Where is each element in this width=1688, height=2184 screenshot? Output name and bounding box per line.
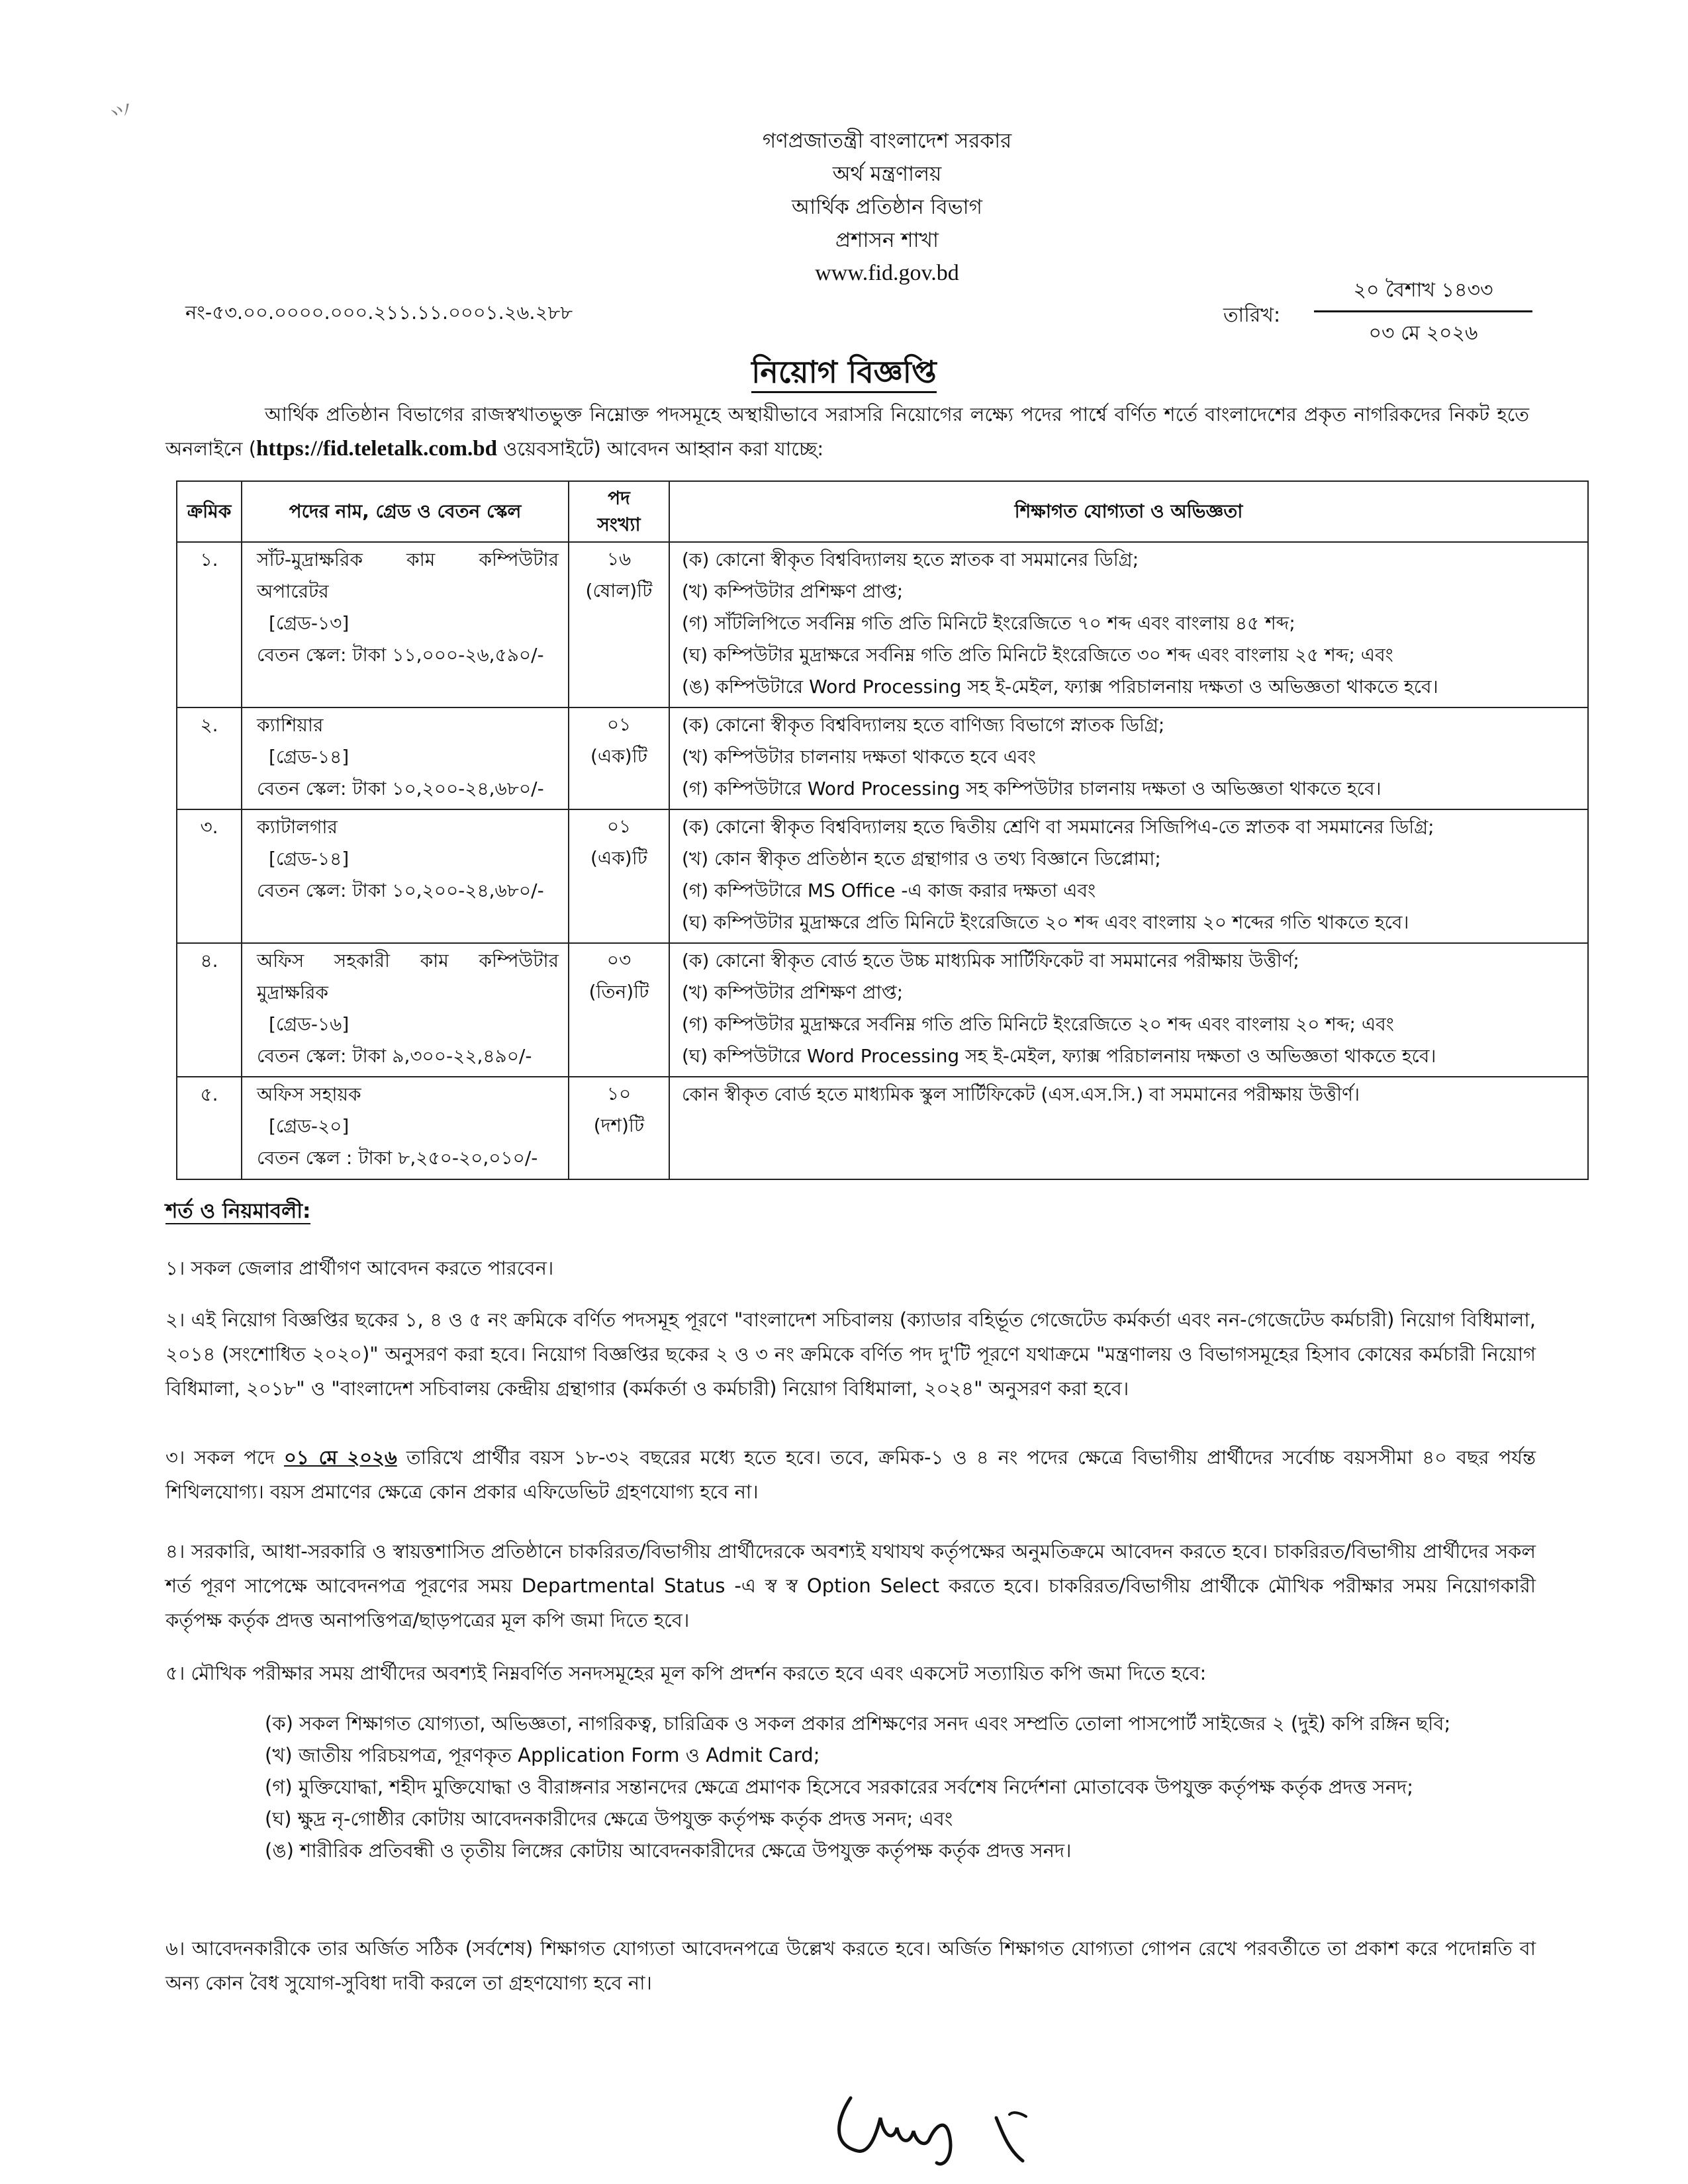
count-words: (এক)টি bbox=[590, 745, 647, 767]
row-serial: ৩. bbox=[177, 809, 242, 943]
post-scale: বেতন স্কেল: টাকা ১১,০০০-২৬,৫৯০/- bbox=[257, 644, 544, 666]
scan-artifact: ⺍ bbox=[108, 100, 139, 133]
intro-text-before: আর্থিক প্রতিষ্ঠান বিভাগের রাজস্বখাতভুক্ত নিম্নোক্ত পদসমূহে অস্থায়ীভাবে সরাসরি নিয়োগের লক্ষ্যে পদের পার্শ্বে বর্ণিত শর্তে বাংলাদেশের প্রকৃত নাগরিকদের নিকট হতে অনলাইনে ( bbox=[165, 403, 1529, 460]
division-name: আর্থিক প্রতিষ্ঠান বিভাগ bbox=[792, 195, 982, 219]
count-words: (দশ)টি bbox=[593, 1115, 645, 1136]
requirement-item: (খ) কোন স্বীকৃত প্রতিষ্ঠান হতে গ্রন্থাগার ও তথ্য বিজ্ঞানে ডিপ্লোমা; bbox=[682, 848, 1161, 870]
rule-3 bbox=[165, 1440, 1536, 1509]
row-post bbox=[242, 943, 569, 1077]
table-row bbox=[177, 1077, 1588, 1179]
requirement-item: (খ) কম্পিউটার প্রশিক্ষণ প্রাপ্ত; bbox=[682, 580, 904, 602]
requirement-item: (ক) কোনো স্বীকৃত বোর্ড হতে উচ্চ মাধ্যমিক সার্টিফিকেট বা সমমানের পরীক্ষায় উত্তীর্ণ; bbox=[682, 950, 1299, 972]
requirement-item: (গ) কম্পিউটারে MS Office -এ কাজ করার দক্ষতা এবং bbox=[682, 880, 1096, 901]
row-post bbox=[242, 707, 569, 809]
requirement-item: (ঘ) কম্পিউটার মুদ্রাক্ষরে সর্বনিম্ন গতি প্রতি মিনিটে ইংরেজিতে ৩০ শব্দ এবং বাংলায় ২৫ শব্দ; এবং bbox=[682, 644, 1393, 666]
memo-number: নং-৫৩.০০.০০০০.০০০.২১১.১১.০০০১.২৬.২৮৮ bbox=[185, 301, 573, 324]
row-requirements bbox=[669, 542, 1588, 707]
count-words: (তিন)টি bbox=[588, 981, 649, 1003]
list-item: (ঙ) শারীরিক প্রতিবন্ধী ও তৃতীয় লিঙ্গের কোটায় আবেদনকারীদের ক্ষেত্রে উপযুক্ত কর্তৃপক্ষ কর্তৃক প্রদত্ত সনদ। bbox=[265, 1839, 1072, 1862]
rules-heading bbox=[165, 1195, 310, 1230]
row-requirements bbox=[669, 943, 1588, 1077]
list-item: (ঘ) ক্ষুদ্র নৃ-গোষ্ঠীর কোটায় আবেদনকারীদের ক্ষেত্রে উপযুক্ত কর্তৃপক্ষ কর্তৃক প্রদত্ত সনদ; এবং bbox=[265, 1807, 953, 1830]
list-item: (ক) সকল শিক্ষাগত যোগ্যতা, অভিজ্ঞতা, নাগরিকত্ব, চারিত্রিক ও সকল প্রকার প্রশিক্ষণের সনদ এবং সম্প্রতি তোলা পাসপোর্ট সাইজের ২ (দুই) কপি রঙ্গিন ছবি; bbox=[265, 1712, 1451, 1735]
row-count bbox=[569, 1077, 669, 1179]
rule-3-text-after: তারিখে প্রার্থীর বয়স ১৮-৩২ বছরের মধ্যে হতে হবে। তবে, ক্রমিক-১ ও ৪ নং পদের ক্ষেত্রে বিভাগীয় প্রার্থীদের সর্বোচ্চ বয়সসীমা ৪০ বছর পর্যন্ত শিথিলযোগ্য। বয়স প্রমাণের ক্ষেত্রে কোন প্রকার এফিডেভিট গ্রহণযোগ্য হবে না। bbox=[165, 1446, 1536, 1503]
requirement-item: (ঙ) কম্পিউটারে Word Processing সহ ই-মেইল, ফ্যাক্স পরিচালনায় দক্ষতা ও অভিজ্ঞতা থাকতে হবে। bbox=[682, 676, 1438, 698]
count-number: ০৩ bbox=[606, 949, 632, 971]
count-number: ০১ bbox=[606, 815, 632, 837]
requirement-item: (ঘ) কম্পিউটারে Word Processing সহ ই-মেইল, ফ্যাক্স পরিচালনায় দক্ষতা ও অভিজ্ঞতা থাকতে হবে। bbox=[682, 1045, 1436, 1067]
table-header-row bbox=[177, 481, 1588, 542]
post-grade: [গ্রেড-১৬] bbox=[269, 1013, 350, 1035]
post-grade: [গ্রেড-২০] bbox=[269, 1115, 350, 1137]
intro-paragraph bbox=[165, 397, 1529, 466]
row-post bbox=[242, 1077, 569, 1179]
col-post: পদের নাম, গ্রেড ও বেতন স্কেল bbox=[242, 481, 569, 542]
post-name: ক্যাশিয়ার bbox=[257, 714, 324, 736]
document-list bbox=[265, 1707, 1539, 1866]
letterhead bbox=[0, 124, 1688, 290]
list-item: (খ) জাতীয় পরিচয়পত্র, পূরণকৃত Application Form ও Admit Card; bbox=[265, 1744, 820, 1766]
row-post bbox=[242, 809, 569, 943]
ministry-name: অর্থ মন্ত্রণালয় bbox=[832, 162, 942, 186]
post-scale: বেতন স্কেল : টাকা ৮,২৫০-২০,০১০/- bbox=[257, 1147, 538, 1169]
table-row bbox=[177, 809, 1588, 943]
requirement-item: (গ) কম্পিউটারে Word Processing সহ কম্পিউটার চালনায় দক্ষতা ও অভিজ্ঞতা থাকতে হবে। bbox=[682, 778, 1382, 799]
col-serial: ক্রমিক bbox=[177, 481, 242, 542]
date-label: তারিখ: bbox=[1223, 304, 1281, 327]
row-serial: ৪. bbox=[177, 943, 242, 1077]
requirement-item: (খ) কম্পিউটার চালনায় দক্ষতা থাকতে হবে এবং bbox=[682, 746, 1036, 768]
col-requirements: শিক্ষাগত যোগ্যতা ও অভিজ্ঞতা bbox=[669, 481, 1588, 542]
rules-heading-text: শর্ত ও নিয়মাবলী: bbox=[165, 1199, 311, 1223]
notice-title-row bbox=[0, 349, 1688, 400]
row-serial: ২. bbox=[177, 707, 242, 809]
row-requirements bbox=[669, 1077, 1588, 1179]
cutoff-date: ০১ মে ২০২৬ bbox=[283, 1446, 397, 1469]
row-count bbox=[569, 542, 669, 707]
date-block bbox=[1314, 275, 1532, 351]
list-item: (গ) মুক্তিযোদ্ধা, শহীদ মুক্তিযোদ্ধা ও বীরাঙ্গনার সন্তানদের ক্ষেত্রে প্রমাণক হিসেবে সরকারের সর্বশেষ নির্দেশনা মোতাবেক উপযুক্ত কর্তৃপক্ষ কর্তৃক প্রদত্ত সনদ; bbox=[265, 1776, 1414, 1798]
requirement-item: (ক) কোনো স্বীকৃত বিশ্ববিদ্যালয় হতে দ্বিতীয় শ্রেণি বা সমমানের সিজিপিএ-তে স্নাতক বা সমমানের ডিগ্রি; bbox=[682, 816, 1434, 838]
row-count bbox=[569, 809, 669, 943]
requirement-item: (ক) কোনো স্বীকৃত বিশ্ববিদ্যালয় হতে বাণিজ্য বিভাগে স্নাতক ডিগ্রি; bbox=[682, 714, 1165, 736]
table-row bbox=[177, 943, 1588, 1077]
rule-1: ১। সকল জেলার প্রার্থীগণ আবেদন করতে পারবেন। bbox=[165, 1257, 554, 1279]
col-count-line1: পদ bbox=[608, 487, 630, 509]
row-post bbox=[242, 542, 569, 707]
rule-6: ৬। আবেদনকারীকে তার অর্জিত সঠিক (সর্বশেষ) শিক্ষাগত যোগ্যতা আবেদনপত্রে উল্লেখ করতে হবে। অর্জিত শিক্ষাগত যোগ্যতা গোপন রেখে পরবর্তীতে তা প্রকাশ করে পদোন্নতি বা অন্য কোন বৈধ সুযোগ-সুবিধা দাবী করলে তা গ্রহণযোগ্য হবে না। bbox=[165, 1937, 1536, 1994]
rule-4: ৪। সরকারি, আধা-সরকারি ও স্বায়ত্তশাসিত প্রতিষ্ঠানে চাকরিরত/বিভাগীয় প্রার্থীদেরকে অবশ্যই যথাযথ কর্তৃপক্ষের অনুমতিক্রমে আবেদন করতে হবে। চাকরিরত/বিভাগীয় প্রার্থীদের সকল শর্ত পূরণ সাপেক্ষে আবেদনপত্র পূরণের সময় Departmental Status -এ স্ব স্ব Option Select করতে হবে। চাকরিরত/বিভাগীয় প্রার্থীকে মৌখিক পরীক্ষার সময় নিয়োগকারী কর্তৃপক্ষ কর্তৃক প্রদত্ত অনাপত্তিপত্র/ছাড়পত্রের মূল কপি জমা দিতে হবে। bbox=[165, 1540, 1536, 1631]
requirement-item: (ক) কোনো স্বীকৃত বিশ্ববিদ্যালয় হতে স্নাতক বা সমমানের ডিগ্রি; bbox=[682, 549, 1139, 570]
application-link[interactable]: https://fid.teletalk.com.bd bbox=[256, 437, 497, 461]
date-bangla: ২০ বৈশাখ ১৪৩৩ bbox=[1314, 275, 1532, 312]
col-count-line2: সংখ্যা bbox=[597, 514, 641, 535]
count-number: ১০ bbox=[606, 1083, 632, 1105]
post-scale: বেতন স্কেল: টাকা ১০,২০০-২৪,৬৮০/- bbox=[257, 880, 544, 901]
notice-title: নিয়োগ বিজ্ঞপ্তি bbox=[751, 354, 936, 393]
row-requirements bbox=[669, 707, 1588, 809]
requirement-item: কোন স্বীকৃত বোর্ড হতে মাধ্যমিক স্কুল সার্টিফিকেট (এস.এস.সি.) বা সমমানের পরীক্ষায় উত্তীর্ণ। bbox=[682, 1083, 1360, 1105]
post-scale: বেতন স্কেল: টাকা ৯,৩০০-২২,৪৯০/- bbox=[257, 1045, 532, 1067]
rule-2: ২। এই নিয়োগ বিজ্ঞপ্তির ছকের ১, ৪ ও ৫ নং ক্রমিকে বর্ণিত পদসমূহ পূরণে "বাংলাদেশ সচিবালয় (ক্যাডার বহির্ভূত গেজেটেড কর্মকর্তা এবং নন-গেজেটেড কর্মচারী) নিয়োগ বিধিমালা, ২০১৪ (সংশোধিত ২০২০)" অনুসরণ করা হবে। নিয়োগ বিজ্ঞপ্তির ছকের ২ ও ৩ নং ক্রমিকে বর্ণিত পদ দু'টি পূরণে যথাক্রমে "মন্ত্রণালয় ও বিভাগসমূহের হিসাব কোষের কর্মচারী নিয়োগ বিধিমালা, ২০১৮" ও "বাংলাদেশ সচিবালয় কেন্দ্রীয় গ্রন্থাগার (কর্মকর্তা ও কর্মচারী) নিয়োগ বিধিমালা, ২০২৪" অনুসরণ করা হবে। bbox=[165, 1308, 1536, 1400]
row-requirements bbox=[669, 809, 1588, 943]
post-grade: [গ্রেড-১৩] bbox=[269, 612, 350, 634]
post-name: সাঁট-মুদ্রাক্ষরিক কাম কম্পিউটার অপারেটর bbox=[257, 549, 559, 602]
intro-text-after: ওয়েবসাইটে) আবেদন আহ্বান করা যাচ্ছে: bbox=[496, 437, 824, 460]
website-link[interactable]: www.fid.gov.bd bbox=[815, 261, 959, 285]
post-grade: [গ্রেড-১৪] bbox=[269, 848, 350, 870]
row-count bbox=[569, 707, 669, 809]
requirement-item: (খ) কম্পিউটার প্রশিক্ষণ প্রাপ্ত; bbox=[682, 981, 904, 1003]
date-gregorian: ০৩ মে ২০২৬ bbox=[1368, 322, 1478, 345]
signature-icon bbox=[831, 2078, 1069, 2171]
post-name: অফিস সহকারী কাম কম্পিউটার মুদ্রাক্ষরিক bbox=[257, 950, 559, 1003]
count-words: (এক)টি bbox=[590, 847, 647, 869]
rule-3-text-before: ৩। সকল পদে bbox=[165, 1446, 284, 1469]
count-words: (ষোল)টি bbox=[585, 580, 653, 602]
signature-stroke-1 bbox=[839, 2098, 951, 2164]
col-count bbox=[569, 481, 669, 542]
post-name: ক্যাটালগার bbox=[257, 816, 338, 838]
signature-stroke-3 bbox=[1009, 2113, 1026, 2116]
post-name: অফিস সহায়ক bbox=[257, 1083, 361, 1105]
count-number: ১৬ bbox=[606, 548, 632, 570]
requirement-item: (ঘ) কম্পিউটার মুদ্রাক্ষরে প্রতি মিনিটে ইংরেজিতে ২০ শব্দ এবং বাংলায় ২০ শব্দের গতি থাকতে হবে। bbox=[682, 911, 1409, 933]
table-row bbox=[177, 707, 1588, 809]
post-scale: বেতন স্কেল: টাকা ১০,২০০-২৪,৬৮০/- bbox=[257, 778, 544, 799]
row-count bbox=[569, 943, 669, 1077]
signature-stroke-2 bbox=[996, 2118, 1023, 2161]
row-serial: ৫. bbox=[177, 1077, 242, 1179]
vacancy-table bbox=[176, 480, 1589, 1180]
count-number: ০১ bbox=[606, 713, 632, 735]
post-grade: [গ্রেড-১৪] bbox=[269, 746, 350, 768]
govt-name: গণপ্রজাতন্ত্রী বাংলাদেশ সরকার bbox=[762, 129, 1012, 153]
rule-5: ৫। মৌখিক পরীক্ষার সময় প্রার্থীদের অবশ্যই নিম্নবর্ণিত সনদসমূহের মূল কপি প্রদর্শন করতে হবে এবং একসেট সত্যায়িত কপি জমা দিতে হবে: bbox=[165, 1662, 1207, 1684]
row-serial: ১. bbox=[177, 542, 242, 707]
section-name: প্রশাসন শাখা bbox=[835, 228, 939, 252]
requirement-item: (গ) কম্পিউটার মুদ্রাক্ষরে সর্বনিম্ন গতি প্রতি মিনিটে ইংরেজিতে ২০ শব্দ এবং বাংলায় ২০ শব্দ; এবং bbox=[682, 1013, 1394, 1035]
requirement-item: (গ) সাঁটলিপিতে সর্বনিম্ন গতি প্রতি মিনিটে ইংরেজিতে ৭০ শব্দ এবং বাংলায় ৪৫ শব্দ; bbox=[682, 612, 1295, 634]
table-row bbox=[177, 542, 1588, 707]
